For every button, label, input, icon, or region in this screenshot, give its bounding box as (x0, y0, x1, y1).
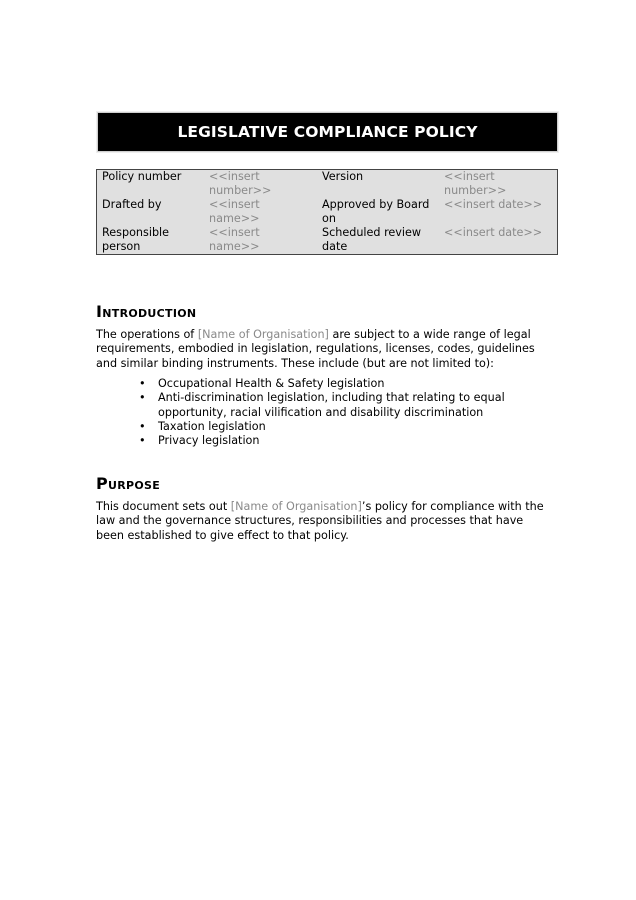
list-item: • Occupational Health & Safety legislation (139, 377, 519, 391)
version-value: <<insert number>> (444, 170, 507, 197)
drafted-by-value: <<insert name>> (209, 198, 260, 225)
table-row (97, 198, 558, 226)
purpose-text-end: ’s policy for compliance with the law and the governance structures, responsibilities and processes that have been established to give effect to that policy. (96, 500, 544, 542)
list-item: • Privacy legislation (139, 434, 519, 448)
introduction-paragraph (96, 328, 546, 371)
version-label: Version (322, 170, 364, 183)
document-title: LEGISLATIVE COMPLIANCE POLICY (177, 123, 478, 141)
purpose-paragraph (96, 500, 546, 543)
document-title-banner (97, 112, 558, 152)
organisation-name-placeholder: [Name of Organisation] (230, 500, 362, 513)
responsible-person-value: <<insert name>> (209, 226, 260, 253)
approved-by-board-label: Approved by Board on (322, 198, 430, 225)
table-row (97, 170, 558, 199)
policy-details-table (96, 169, 558, 255)
table-row (97, 226, 558, 255)
introduction-heading: Introduction (96, 302, 197, 321)
legislation-list (139, 377, 519, 448)
approved-by-board-value: <<insert date>> (444, 198, 543, 211)
policy-number-value: <<insert number>> (209, 170, 272, 197)
purpose-text-start: This document sets out (96, 500, 231, 513)
list-item: • Anti-discrimination legislation, including that relating to equal opportunity, racial vilification and disability discrimination (139, 391, 519, 420)
drafted-by-label: Drafted by (102, 198, 162, 211)
intro-text-start: The operations of (96, 328, 198, 341)
list-item: • Taxation legislation (139, 420, 519, 434)
responsible-person-label: Responsible person (102, 226, 170, 253)
intro-text-end: are subject to a wide range of legal requirements, embodied in legislation, regulations, licenses, codes, guidelines and similar binding instruments. These include (but are not limited to): (96, 328, 535, 370)
scheduled-review-label: Scheduled review date (322, 226, 422, 253)
policy-number-label: Policy number (102, 170, 182, 183)
purpose-heading: Purpose (96, 474, 161, 493)
organisation-name-placeholder: [Name of Organisation] (197, 328, 329, 341)
scheduled-review-value: <<insert date>> (444, 226, 543, 239)
